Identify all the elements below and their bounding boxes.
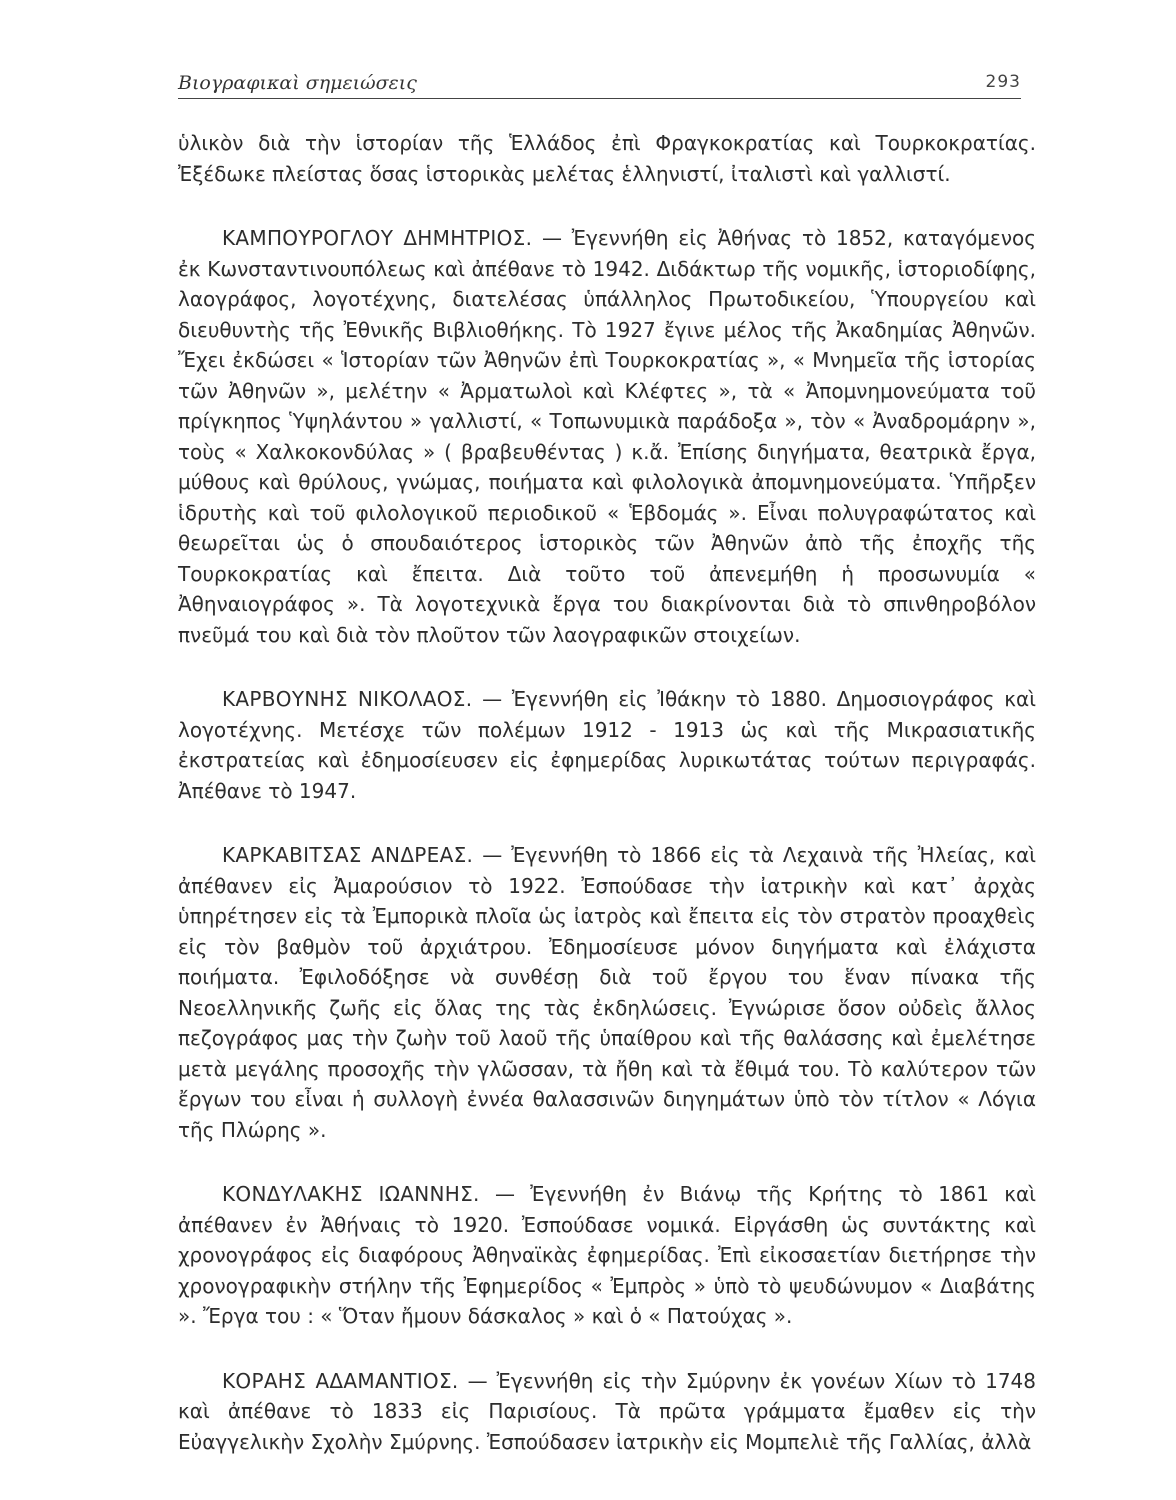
body-text [178,128,1036,1457]
biography-entry [178,840,1036,1145]
lead-paragraph: ὑλικὸν διὰ τὴν ἱστορίαν τῆς Ἑλλάδος ἐπὶ Φραγκοκρατίας καὶ Τουρκοκρατίας. Ἐξέδωκε πλείστας ὅσας ἱστορικὰς μελέτας ἑλληνιστί, ἰταλιστὶ καὶ γαλλιστί. [178,131,1036,186]
entry-name: ΚΑΜΠΟΥΡΟΓΛΟΥ ΔΗΜΗΤΡΙΟΣ. [222,226,533,250]
entry-name: ΚΑΡΒΟΥΝΗΣ ΝΙΚΟΛΑΟΣ. [222,687,473,711]
biography-entry [178,223,1036,650]
biography-entry [178,1179,1036,1332]
entry-paragraph [178,1366,1036,1458]
biography-entry [178,684,1036,806]
entry-text: — Ἐγεννήθη εἰς Ἀθήνας τὸ 1852, καταγόμενος ἐκ Κωνσταντινουπόλεως καὶ ἀπέθανε τὸ 1942. Διδάκτωρ τῆς νομικῆς, ἱστοριοδίφης, λαογράφος, λογοτέχνης, διατελέσας ὑπάλληλος Πρωτοδικείου, Ὑπουργείου καὶ διευθυντὴς τῆς Ἐθνικῆς Βιβλιοθήκης. Τὸ 1927 ἔγινε μέλος τῆς Ἀκαδημίας Ἀθηνῶν. Ἔχει ἐκδώσει « Ἱστορίαν τῶν Ἀθηνῶν ἐπὶ Τουρκοκρατίας », « Μνημεῖα τῆς ἱστορίας τῶν Ἀθηνῶν », μελέτην « Ἀρματωλοὶ καὶ Κλέφτες », τὰ « Ἀπομνημονεύματα τοῦ πρίγκηπος Ὑψηλάντου » γαλλιστί, « Τοπωνυμικὰ παράδοξα », τὸν « Ἀναδρομάρην », τοὺς « Χαλκοκονδύλας » ( βραβευθέντας ) κ.ἄ. Ἐπίσης διηγήματα, θεατρικὰ ἔργα, μύθους καὶ θρύλους, γνώμας, ποιήματα καὶ φιλολογικὰ ἀπομνημονεύματα. Ὑπῆρξεν ἱδρυτὴς καὶ τοῦ φιλολογικοῦ περιοδικοῦ « Ἑβδομάς ». Εἶναι πολυγραφώτατος καὶ θεωρεῖται ὡς ὁ σπουδαιότερος ἱστορικὸς τῶν Ἀθηνῶν ἀπὸ τῆς ἐποχῆς τῆς Τουρκοκρατίας καὶ ἔπειτα. Διὰ τοῦτο τοῦ ἀπενεμήθη ἡ προσωνυμία « Ἀθηναιογράφος ». Τὰ λογοτεχνικὰ ἔργα του διακρίνονται διὰ τὸ σπινθηροβόλον πνεῦμά του καὶ διὰ τὸν πλοῦτον τῶν λαογραφικῶν στοιχείων. [178,226,1036,647]
entry-paragraph [178,684,1036,806]
entry-paragraph [178,1179,1036,1332]
running-title: Βιογραφικαὶ σημειώσεις [178,72,417,94]
entry-name: ΚΟΝΔΥΛΑΚΗΣ ΙΩΑΝΝΗΣ. [222,1182,480,1206]
entry-paragraph [178,223,1036,650]
entry-paragraph [178,840,1036,1145]
entry-text: — Ἐγεννήθη εἰς τὴν Σμύρνην ἐκ γονέων Χίων τὸ 1748 καὶ ἀπέθανε τὸ 1833 εἰς Παρισίους. Τὰ πρῶτα γράμματα ἔμαθεν εἰς τὴν Εὐαγγελικὴν Σχολὴν Σμύρνης. Ἐσπούδασεν ἰατρικὴν εἰς Μομπελιὲ τῆς Γαλλίας, ἀλλὰ [178,1368,1036,1454]
entry-text: — Ἐγεννήθη τὸ 1866 εἰς τὰ Λεχαινὰ τῆς Ἠλείας, καὶ ἀπέθανεν εἰς Ἀμαρούσιον τὸ 1922. Ἐσπούδασε τὴν ἰατρικὴν καὶ κατ᾽ ἀρχὰς ὑπηρέτησεν εἰς τὰ Ἐμπορικὰ πλοῖα ὡς ἰατρὸς καὶ ἔπειτα εἰς τὸν στρατὸν προαχθεὶς εἰς τὸν βαθμὸν τοῦ ἀρχιάτρου. Ἐδημοσίευσε μόνον διηγήματα καὶ ἐλάχιστα ποιήματα. Ἐφιλοδόξησε νὰ συνθέσῃ διὰ τοῦ ἔργου του ἕναν πίνακα τῆς Νεοελληνικῆς ζωῆς εἰς ὅλας της τὰς ἐκδηλώσεις. Ἐγνώρισε ὅσον οὐδεὶς ἄλλος πεζογράφος μας τὴν ζωὴν τοῦ λαοῦ τῆς ὑπαίθρου καὶ τῆς θαλάσσης καὶ ἐμελέτησε μετὰ μεγάλης προσοχῆς τὴν γλῶσσαν, τὰ ἤθη καὶ τὰ ἔθιμά του. Τὸ καλύτερον τῶν ἔργων του εἶναι ἡ συλλογὴ ἐννέα θαλασσινῶν διηγημάτων ὑπὸ τὸν τίτλον « Λόγια τῆς Πλώρης ». [178,843,1036,1142]
entry-name: ΚΑΡΚΑΒΙΤΣΑΣ ΑΝΔΡΕΑΣ. [222,843,474,867]
running-header [178,64,1021,99]
page-number: 293 [985,72,1021,92]
entry-name: ΚΟΡΑΗΣ ΑΔΑΜΑΝΤΙΟΣ. [222,1368,459,1393]
entry-text: — Ἐγεννήθη ἐν Βιάνῳ τῆς Κρήτης τὸ 1861 καὶ ἀπέθανεν ἐν Ἀθήναις τὸ 1920. Ἐσπούδασε νομικά. Εἰργάσθη ὡς συντάκτης καὶ χρονογράφος εἰς διαφόρους Ἀθηναϊκὰς ἐφημερίδας. Ἐπὶ εἰκοσαετίαν διετήρησε τὴν χρονογραφικὴν στήλην τῆς Ἐφημερίδος « Ἐμπρὸς » ὑπὸ τὸ ψευδώνυμον « Διαβάτης ». Ἔργα του : « Ὅταν ἤμουν δάσκαλος » καὶ ὁ « Πατούχας ». [178,1182,1036,1328]
biography-entry [178,1366,1036,1458]
entry-text: — Ἐγεννήθη εἰς Ἰθάκην τὸ 1880. Δημοσιογράφος καὶ λογοτέχνης. Μετέσχε τῶν πολέμων 1912 - 1913 ὡς καὶ τῆς Μικρασιατικῆς ἐκστρατείας καὶ ἐδημοσίευσεν εἰς ἐφημερίδας λυρικωτάτας τούτων περιγραφάς. Ἀπέθανε τὸ 1947. [178,687,1036,803]
